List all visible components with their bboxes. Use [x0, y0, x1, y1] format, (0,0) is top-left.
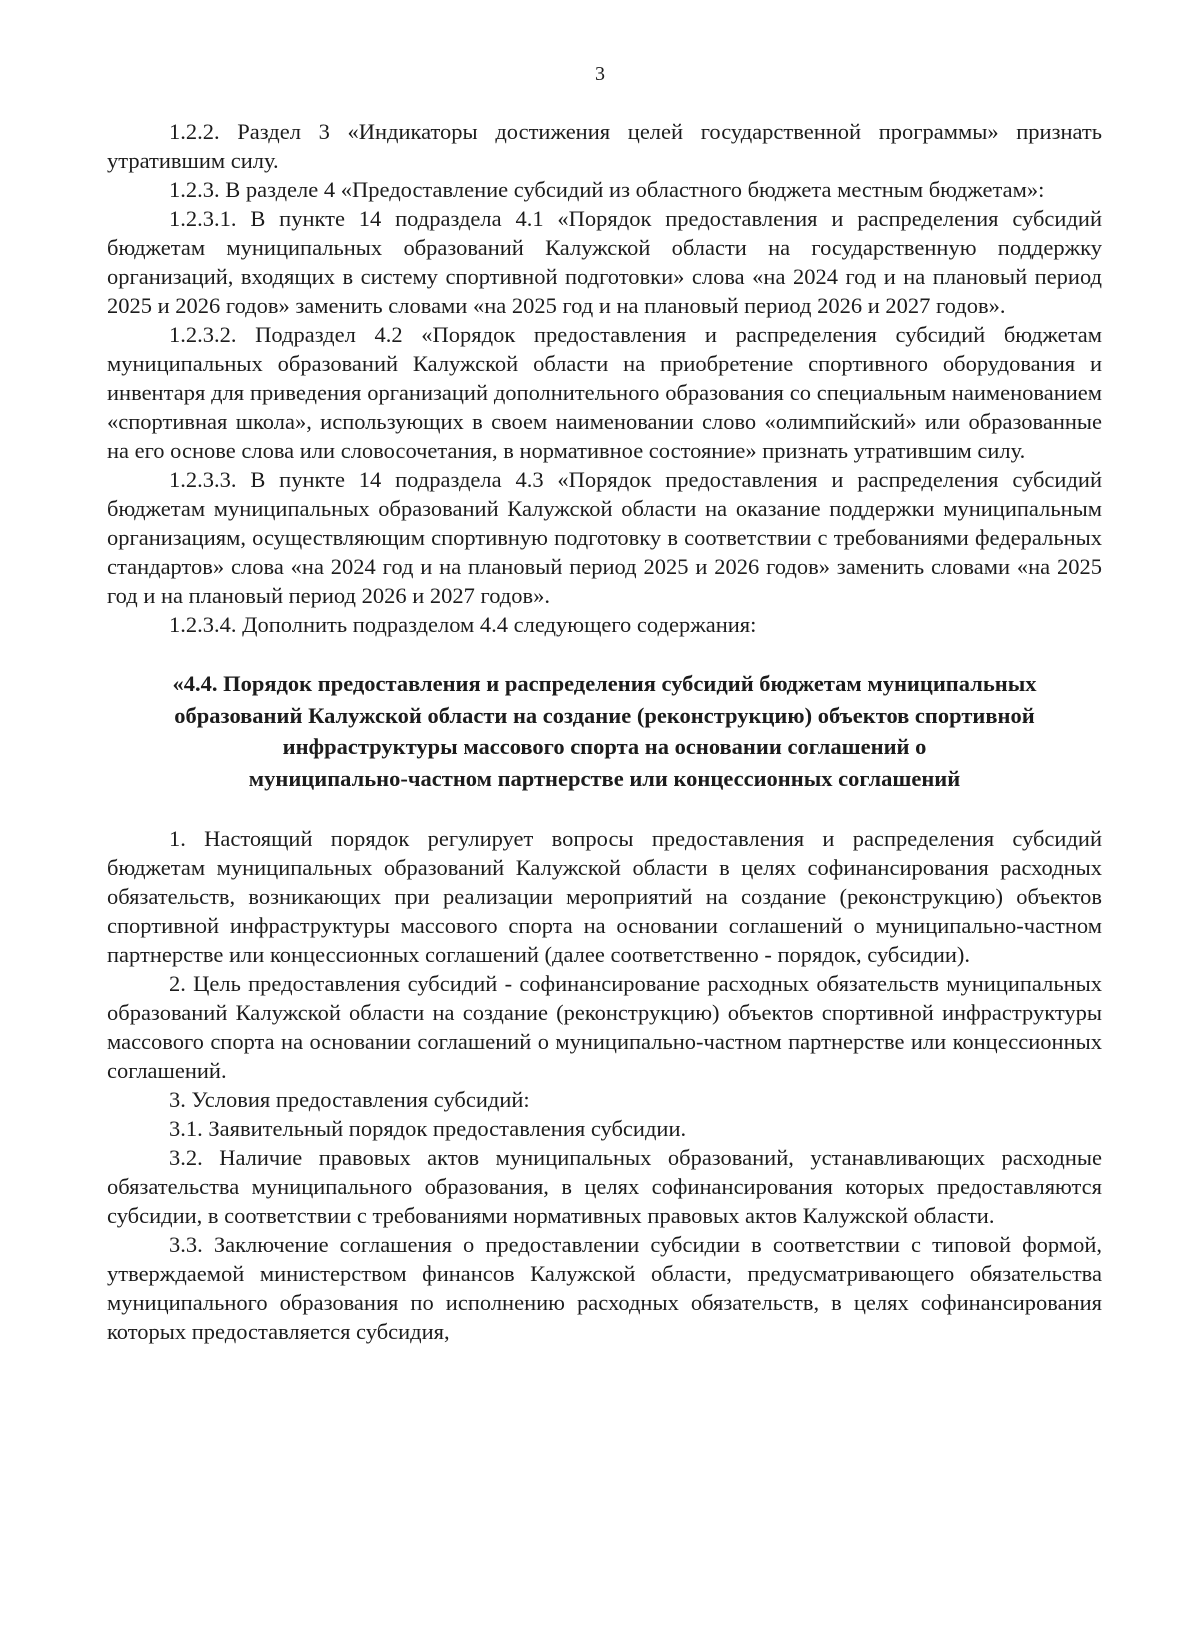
paragraph-1-2-3-2: 1.2.3.2. Подраздел 4.2 «Порядок предоставления и распределения субсидий бюджетам муниципальных образований Калужской области на приобретение спортивного оборудования и инвентаря для приведения организаций дополнительного образования со специальным наименованием «спортивная школа», использующих в своем наименовании слово «олимпийский» или образованные на его основе слова или словосочетания, в нормативное состояние» признать утратившим силу.: [107, 322, 1102, 463]
paragraph-1-2-2: 1.2.2. Раздел 3 «Индикаторы достижения целей государственной программы» признать утратившим силу.: [107, 119, 1102, 173]
section-heading-4-4: [107, 668, 1102, 794]
paragraph-1-2-3-4: 1.2.3.4. Дополнить подразделом 4.4 следующего содержания:: [169, 612, 757, 637]
paragraph-1-2-3-3: 1.2.3.3. В пункте 14 подраздела 4.3 «Порядок предоставления и распределения субсидий бюджетам муниципальных образований Калужской области на оказание поддержки муниципальным организациям, осуществляющим спортивную подготовку в соответствии с требованиями федеральных стандартов» слова «на 2024 год и на плановый период 2025 и 2026 годов» заменить словами «на 2025 год и на плановый период 2026 и 2027 годов».: [107, 467, 1102, 608]
paragraph-1-2-3: 1.2.3. В разделе 4 «Предоставление субсидий из областного бюджета местным бюджетам»:: [169, 177, 1045, 202]
heading-line: муниципально-частном партнерстве или концессионных соглашений: [248, 765, 961, 791]
heading-line: образований Калужской области на создание (реконструкцию) объектов спортивной: [174, 702, 1035, 728]
heading-line: инфраструктуры массового спорта на основании соглашений о: [282, 734, 927, 759]
heading-line: «4.4. Порядок предоставления и распределения субсидий бюджетам муниципальных: [172, 671, 1037, 696]
paragraph-3-2: 3.2. Наличие правовых актов муниципальных образований, устанавливающих расходные обязательства муниципального образования, в целях софинансирования которых предоставляются субсидии, в соответствии с требованиями нормативных правовых актов Калужской области.: [107, 1145, 1102, 1228]
paragraph-3: 3. Условия предоставления субсидий:: [169, 1087, 530, 1112]
paragraph-1-2-3-1: 1.2.3.1. В пункте 14 подраздела 4.1 «Порядок предоставления и распределения субсидий бюджетам муниципальных образований Калужской области на государственную поддержку организаций, входящих в систему спортивной подготовки» слова «на 2024 год и на плановый период 2025 и 2026 годов» заменить словами «на 2025 год и на плановый период 2026 и 2027 годов».: [107, 206, 1102, 318]
document-body: [107, 117, 1102, 1346]
paragraph-2: 2. Цель предоставления субсидий - софинансирование расходных обязательств муниципальных образований Калужской области на создание (реконструкцию) объектов спортивной инфраструктуры массового спорта на основании соглашений о муниципально-частном партнерстве или концессионных соглашений.: [107, 971, 1102, 1083]
paragraph-3-3: 3.3. Заключение соглашения о предоставлении субсидии в соответствии с типовой формой, утверждаемой министерством финансов Калужской области, предусматривающего обязательства муниципального образования по исполнению расходных обязательств, в целях софинансирования которых предоставляется субсидия,: [107, 1232, 1102, 1344]
paragraph-3-1: 3.1. Заявительный порядок предоставления субсидии.: [169, 1116, 687, 1141]
page-number: 3: [595, 63, 605, 85]
paragraph-1: 1. Настоящий порядок регулирует вопросы предоставления и распределения субсидий бюджетам муниципальных образований Калужской области в целях софинансирования расходных обязательств, возникающих при реализации мероприятий на создание (реконструкцию) объектов спортивной инфраструктуры массового спорта на основании соглашений о муниципально-частном партнерстве или концессионных соглашений (далее соответственно - порядок, субсидии).: [107, 826, 1102, 967]
